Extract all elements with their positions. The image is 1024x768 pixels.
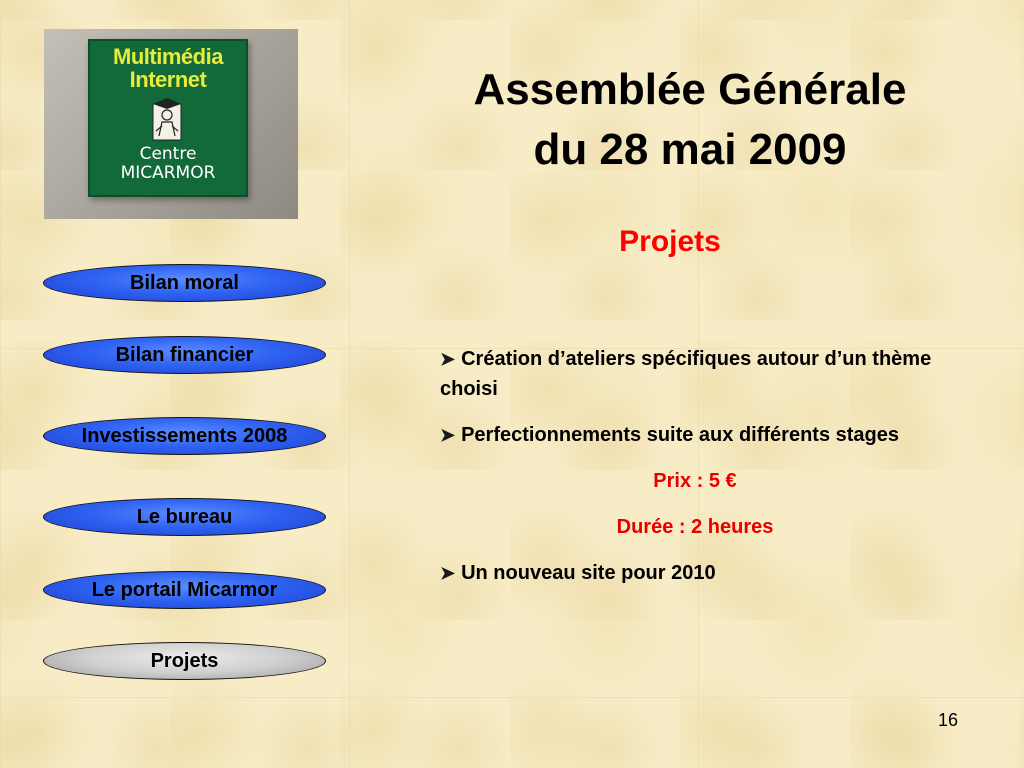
logo-text-centre: Centre — [139, 144, 197, 164]
price-text: Prix : 5 € — [653, 470, 737, 492]
nav-button-le-portail-micarmor[interactable]: Le portail Micarmor — [43, 571, 326, 609]
bullet-item — [440, 558, 960, 588]
logo-text-micarmor: MICARMOR — [120, 163, 216, 183]
section-subtitle: Projets — [619, 225, 721, 258]
bullet-text: Création d’ateliers spécifiques autour d’un thème choisi — [440, 348, 932, 400]
logo-photo — [44, 29, 298, 219]
bullet-text: Un nouveau site pour 2010 — [461, 562, 716, 584]
nav-button-investissements-2008[interactable]: Investissements 2008 — [43, 417, 326, 455]
arrow-bullet-icon: ➤ — [440, 563, 456, 583]
slide-title — [380, 60, 1000, 180]
slide-title-line1: Assemblée Générale — [473, 65, 907, 114]
page-number: 16 — [938, 710, 959, 730]
bullet-item — [440, 420, 960, 450]
logo-sign — [88, 39, 248, 197]
bullet-item — [440, 344, 960, 404]
logo-text-multimedia: Multimédia — [113, 44, 223, 69]
nav-button-bilan-financier[interactable]: Bilan financier — [43, 336, 326, 374]
nav-button-le-bureau[interactable]: Le bureau — [43, 498, 326, 536]
logo-text-internet: Internet — [129, 67, 207, 92]
graduate-figure-icon — [150, 96, 184, 142]
arrow-bullet-icon: ➤ — [440, 349, 456, 369]
arrow-bullet-icon: ➤ — [440, 425, 456, 445]
nav-button-projets[interactable]: Projets — [43, 642, 326, 680]
duration-text: Durée : 2 heures — [616, 516, 774, 538]
nav-button-bilan-moral[interactable]: Bilan moral — [43, 264, 326, 302]
slide-content — [440, 344, 960, 604]
bullet-text: Perfectionnements suite aux différents stages — [461, 424, 900, 446]
slide-title-line2: du 28 mai 2009 — [533, 125, 847, 174]
